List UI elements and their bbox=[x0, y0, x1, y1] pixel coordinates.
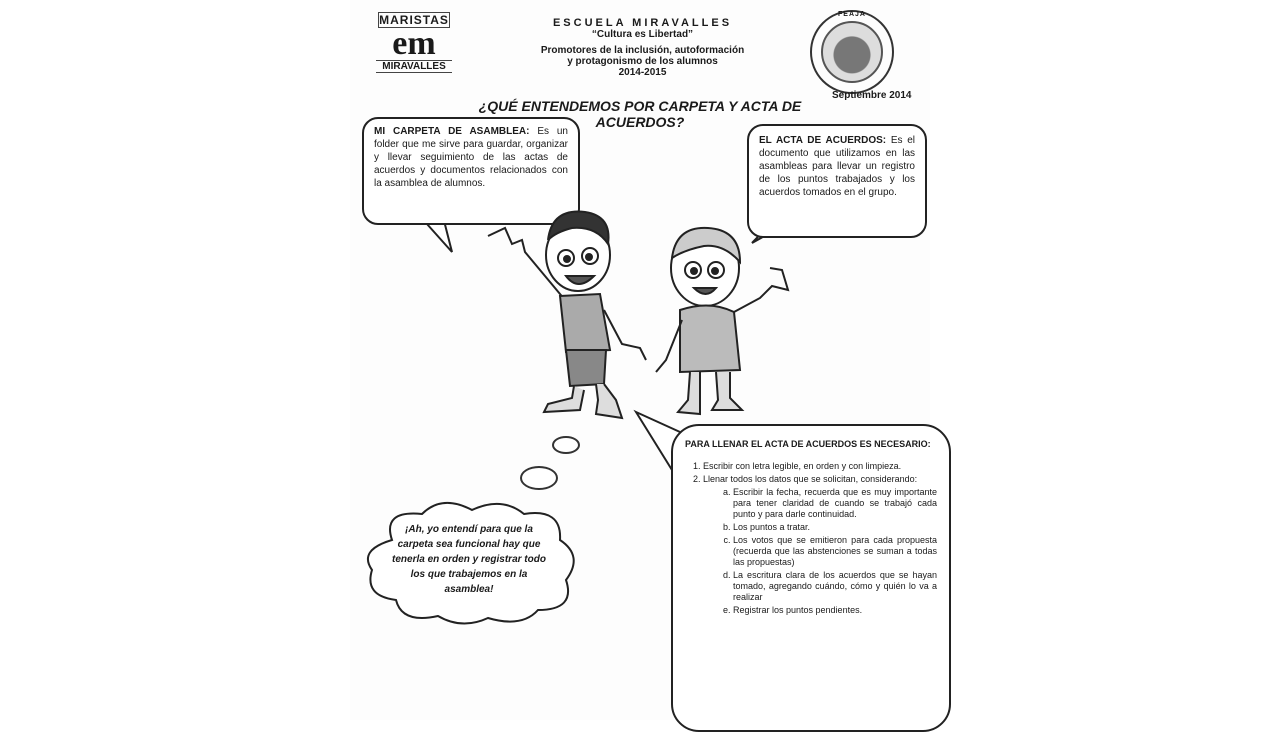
instruction-sub-c: c. Los votos que se emitieron para cada propuesta (recuerda que las abstenciones se suman a todas las propuestas) bbox=[733, 535, 937, 568]
acta-bubble-text: Es el documento que utilizamos en las asambleas para llevar un registro de los puntos trabajados y los acuerdos tomados en el grupo. bbox=[759, 135, 915, 198]
instructions-box bbox=[671, 424, 951, 732]
seal-top-text: FEAJA bbox=[838, 11, 866, 18]
instructions-heading: PARA LLENAR EL ACTA DE ACUERDOS ES NECESARIO: bbox=[685, 439, 931, 449]
page-title: ¿QUÉ ENTENDEMOS POR CARPETA Y ACTA DE ACUERDOS? bbox=[478, 98, 802, 130]
instructions-list bbox=[685, 461, 937, 616]
school-year: 2014-2015 bbox=[618, 67, 667, 78]
thought-bubble-medium bbox=[520, 466, 558, 490]
school-name: ESCUELA MIRAVALLES bbox=[552, 17, 733, 29]
document-date: Septiembre 2014 bbox=[832, 90, 912, 101]
logo-top-text: MARISTAS bbox=[379, 13, 449, 27]
logo-bottom-text: MIRAVALLES bbox=[376, 60, 452, 73]
instruction-sublist bbox=[703, 487, 937, 616]
carpeta-bubble-title: MI CARPETA DE ASAMBLEA: bbox=[374, 126, 530, 137]
promoters-line-2: y protagonismo de los alumnos bbox=[567, 56, 718, 67]
carpeta-bubble-text: Es un folder que me sirve para guardar, organizar y llevar seguimiento de las actas de acuerdos y documentos relacionados con la asamblea de alumnos. bbox=[374, 126, 568, 189]
school-motto: “Cultura es Libertad” bbox=[591, 29, 694, 40]
instruction-sub-e: e. Registrar los puntos pendientes. bbox=[733, 605, 937, 616]
cloud-text: ¡Ah, yo entendí para que la carpeta sea funcional hay que tenerla en orden y registrar todo los que trabajemos en la asamblea! bbox=[392, 524, 546, 595]
promoters-line-1: Promotores de la inclusión, autoformación bbox=[540, 45, 745, 56]
acta-bubble-title: EL ACTA DE ACUERDOS: bbox=[759, 135, 887, 146]
instruction-sub-d: d. La escritura clara de los acuerdos que se hayan tomado, agregando cuándo, cómo y quién lo va a realizar bbox=[733, 570, 937, 603]
instruction-sub-a: a. Escribir la fecha, recuerda que es muy importante para tener claridad de cuando se trabajó cada punto y para darle continuidad. bbox=[733, 487, 937, 520]
instruction-item-2 bbox=[703, 474, 937, 616]
thought-bubble-small bbox=[552, 436, 580, 454]
instruction-sub-b: b. Los puntos a tratar. bbox=[733, 522, 937, 533]
logo-em-text: em bbox=[392, 25, 436, 62]
instruction-item-1: 1. Escribir con letra legible, en orden y con limpieza. bbox=[703, 461, 937, 472]
instruction-item-2-text: Llenar todos los datos que se solicitan, considerando: bbox=[703, 474, 918, 484]
